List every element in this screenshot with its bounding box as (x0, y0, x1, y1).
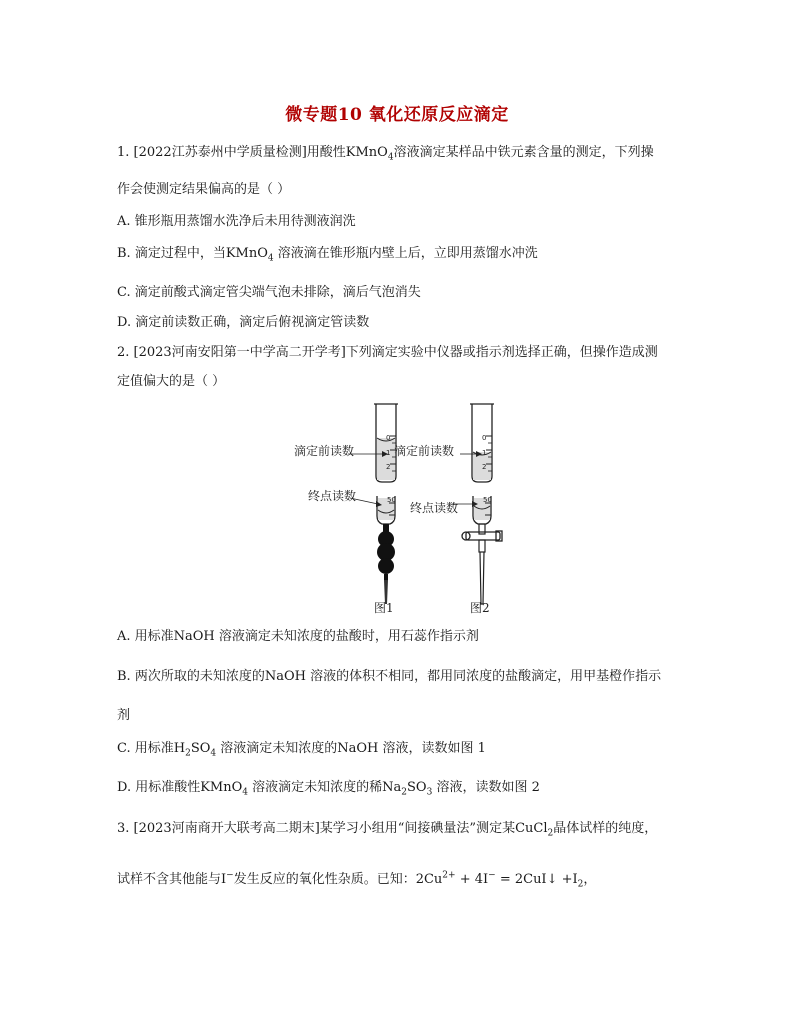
q1-source: [2022江苏泰州中学质量检测] (133, 145, 307, 160)
burette-1-top (348, 404, 398, 482)
burette-2-top (460, 404, 494, 482)
q2-option-a: A. 用标准NaOH 溶液滴定未知浓度的盐酸时，用石蕊作指示剂 (117, 629, 479, 644)
burette-diagram (290, 398, 520, 620)
burette-1-tick-2: 2 (386, 463, 391, 471)
figure-caption-1: 图1 (374, 601, 394, 615)
q1-option-c: C. 滴定前酸式滴定管尖端气泡未排除，滴后气泡消失 (117, 285, 421, 300)
burette-1-tick-0: 0 (386, 434, 391, 442)
figure-caption-2: 图2 (470, 601, 490, 615)
burette-2-tick-2: 2 (482, 463, 487, 471)
q3-stem-line2: 试样不含其他能与I−发生反应的氧化性杂质。已知：$2Cu^{2+} + 4I^-$ = 2CuI↓ $+I_2$， (117, 870, 597, 890)
q2-option-b: B. 两次所取的未知浓度的NaOH 溶液的体积不相同，都用同浓度的盐酸滴定，用甲基橙作指示 (117, 669, 662, 684)
q3-number: 3. (117, 821, 130, 836)
q1-option-b: B. 滴定过程中，当KMnO$_4$ 溶液滴在锥形瓶内壁上后，立即用蒸馏水冲洗 (117, 246, 538, 264)
q1-stem-line2: 作会使测定结果偏高的是（ ） (117, 182, 291, 197)
q2-number: 2. (117, 345, 130, 360)
q2-source: [2023河南安阳第一中学高二开学考] (133, 345, 346, 360)
burette-figure (290, 398, 520, 620)
q1-option-a: A. 锥形瓶用蒸馏水洗净后未用待测液润洗 (117, 214, 356, 229)
burette-2-tick-1: 1 (482, 449, 487, 457)
q1-stem-line1: 1. [2022江苏泰州中学质量检测]用酸性KMnO$_4$溶液滴定某样品中铁元素含量的测定，下列操 (117, 145, 654, 163)
q2-stem-line2: 定值偏大的是（ ） (117, 374, 226, 389)
burette-1-tick-1: 1 (386, 449, 391, 457)
q1-option-d: D. 滴定前读数正确，滴定后俯视滴定管读数 (117, 315, 370, 330)
q2-option-c: C. 用标准$H_2SO_4$ 溶液滴定未知浓度的NaOH 溶液，读数如图 1 (117, 741, 486, 759)
q3-source: [2023河南商开大联考高二期末] (133, 821, 320, 836)
burette-2-tick-50: 50 (483, 496, 492, 504)
burette-2-tick-0: 0 (482, 434, 487, 442)
burette-2-bottom (452, 496, 502, 604)
q2-stem-line1: 2. [2023河南安阳第一中学高二开学考]下列滴定实验中仪器或指示剂选择正确，但操作造成测 (117, 345, 658, 360)
page-title: 微专题10 氧化还原反应滴定 (285, 105, 509, 125)
burette-1-tick-50: 50 (387, 496, 396, 504)
figure-label-end-2: 终点读数 (410, 501, 459, 515)
q1-number: 1. (117, 145, 130, 160)
q3-stem-line1: 3. [2023河南商开大联考高二期末]某学习小组用“间接碘量法”测定某CuCl$_2$晶体试样的纯度， (117, 821, 658, 839)
figure-label-end-1: 终点读数 (308, 489, 357, 503)
figure-label-before-2: 滴定前读数 (394, 444, 455, 458)
q2-option-d: D. 用标准酸性KMnO$_4$ 溶液滴定未知浓度的稀$Na_2SO_3$ 溶液，读数如图 2 (117, 780, 540, 798)
figure-label-before-1: 滴定前读数 (294, 444, 355, 458)
q2-option-b-cont: 剂 (117, 708, 131, 723)
burette-1-bottom (350, 496, 395, 604)
